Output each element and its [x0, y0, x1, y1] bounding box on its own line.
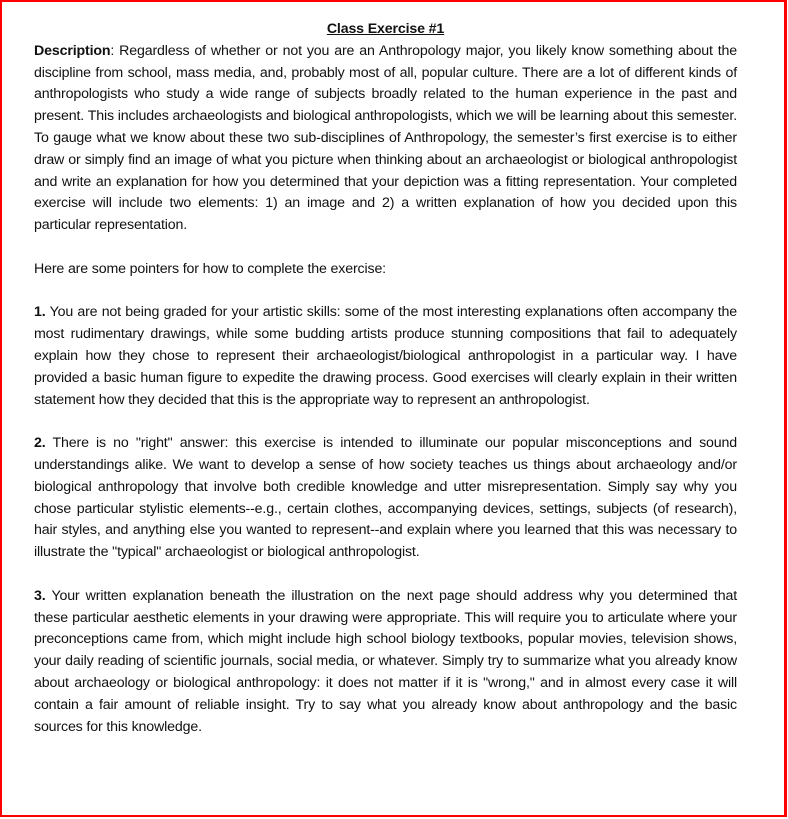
pointer-number: 3.: [34, 587, 46, 604]
pointer-number: 2.: [34, 435, 46, 452]
spacer: [34, 411, 737, 433]
pointer-text: There is no "right" answer: this exercise is intended to illuminate our popular misconceptions and sound understandings alike. We want to develop a sense of how society teaches us things about archaeology and/or biological anthropology that involve both credible knowledge and utter misrepresentation. Simply say why you chose particular stylistic elements--e.g., certain clothes, accompanying devices, settings, subjects (of research), hair styles, and anything else you wanted to represent--and explain where you learned that this was necessary to illustrate the "typical" archaeologist or biological anthropologist.: [34, 435, 737, 561]
spacer: [34, 237, 737, 259]
description-text: : Regardless of whether or not you are an Anthropology major, you likely know something about the discipline from school, mass media, and, probably most of all, popular culture. There are a lot of different kinds of anthropologists who study a wide range of subjects broadly related to the human experience in the past and present. This includes archaeologists and biological anthropologists, which we will be learning about this semester. To gauge what we know about these two sub-disciplines of Anthropology, the semester’s first exercise is to either draw or simply find an image of what you picture when thinking about an archaeologist or biological anthropologist and write an explanation for how you determined that your depiction was a fitting representation. Your completed exercise will include two elements: 1) an image and 2) a written explanation of how you decided upon this particular representation.: [34, 42, 737, 234]
pointer-text: You are not being graded for your artistic skills: some of the most interesting explanations often accompany the most rudimentary drawings, while some budding artists produce stunning compositions that fail to adequately explain how they chose to represent their archaeologist/biological anthropologist in a particular way. I have provided a basic human figure to expedite the drawing process. Good exercises will clearly explain in their written statement how they decided that this is the appropriate way to represent an anthropologist.: [34, 304, 737, 408]
pointer-text: Your written explanation beneath the illustration on the next page should address why you determined that these particular aesthetic elements in your drawing were appropriate. This will require you to articulate where your preconceptions came from, which might include high school biology textbooks, popular movies, television shows, your daily reading of scientific journals, social media, or whatever. Simply try to summarize what you already know about archaeology or biological anthropology: it does not matter if it is "wrong," and in almost every case it will contain a fair amount of reliable insight. Try to say what you already know about anthropology and the basic sources for this knowledge.: [34, 587, 737, 735]
document-page: [34, 19, 737, 738]
description-label: Description: [34, 42, 111, 59]
description-paragraph: [34, 41, 737, 237]
pointer-item-3: [34, 586, 737, 739]
document-title: Class Exercise #1: [326, 21, 445, 37]
pointers-intro: Here are some pointers for how to complete the exercise:: [34, 260, 386, 277]
spacer: [34, 564, 737, 586]
pointer-number: 1.: [34, 304, 46, 321]
pointer-item-2: [34, 433, 737, 564]
pointer-item-1: [34, 302, 737, 411]
spacer: [34, 281, 737, 303]
